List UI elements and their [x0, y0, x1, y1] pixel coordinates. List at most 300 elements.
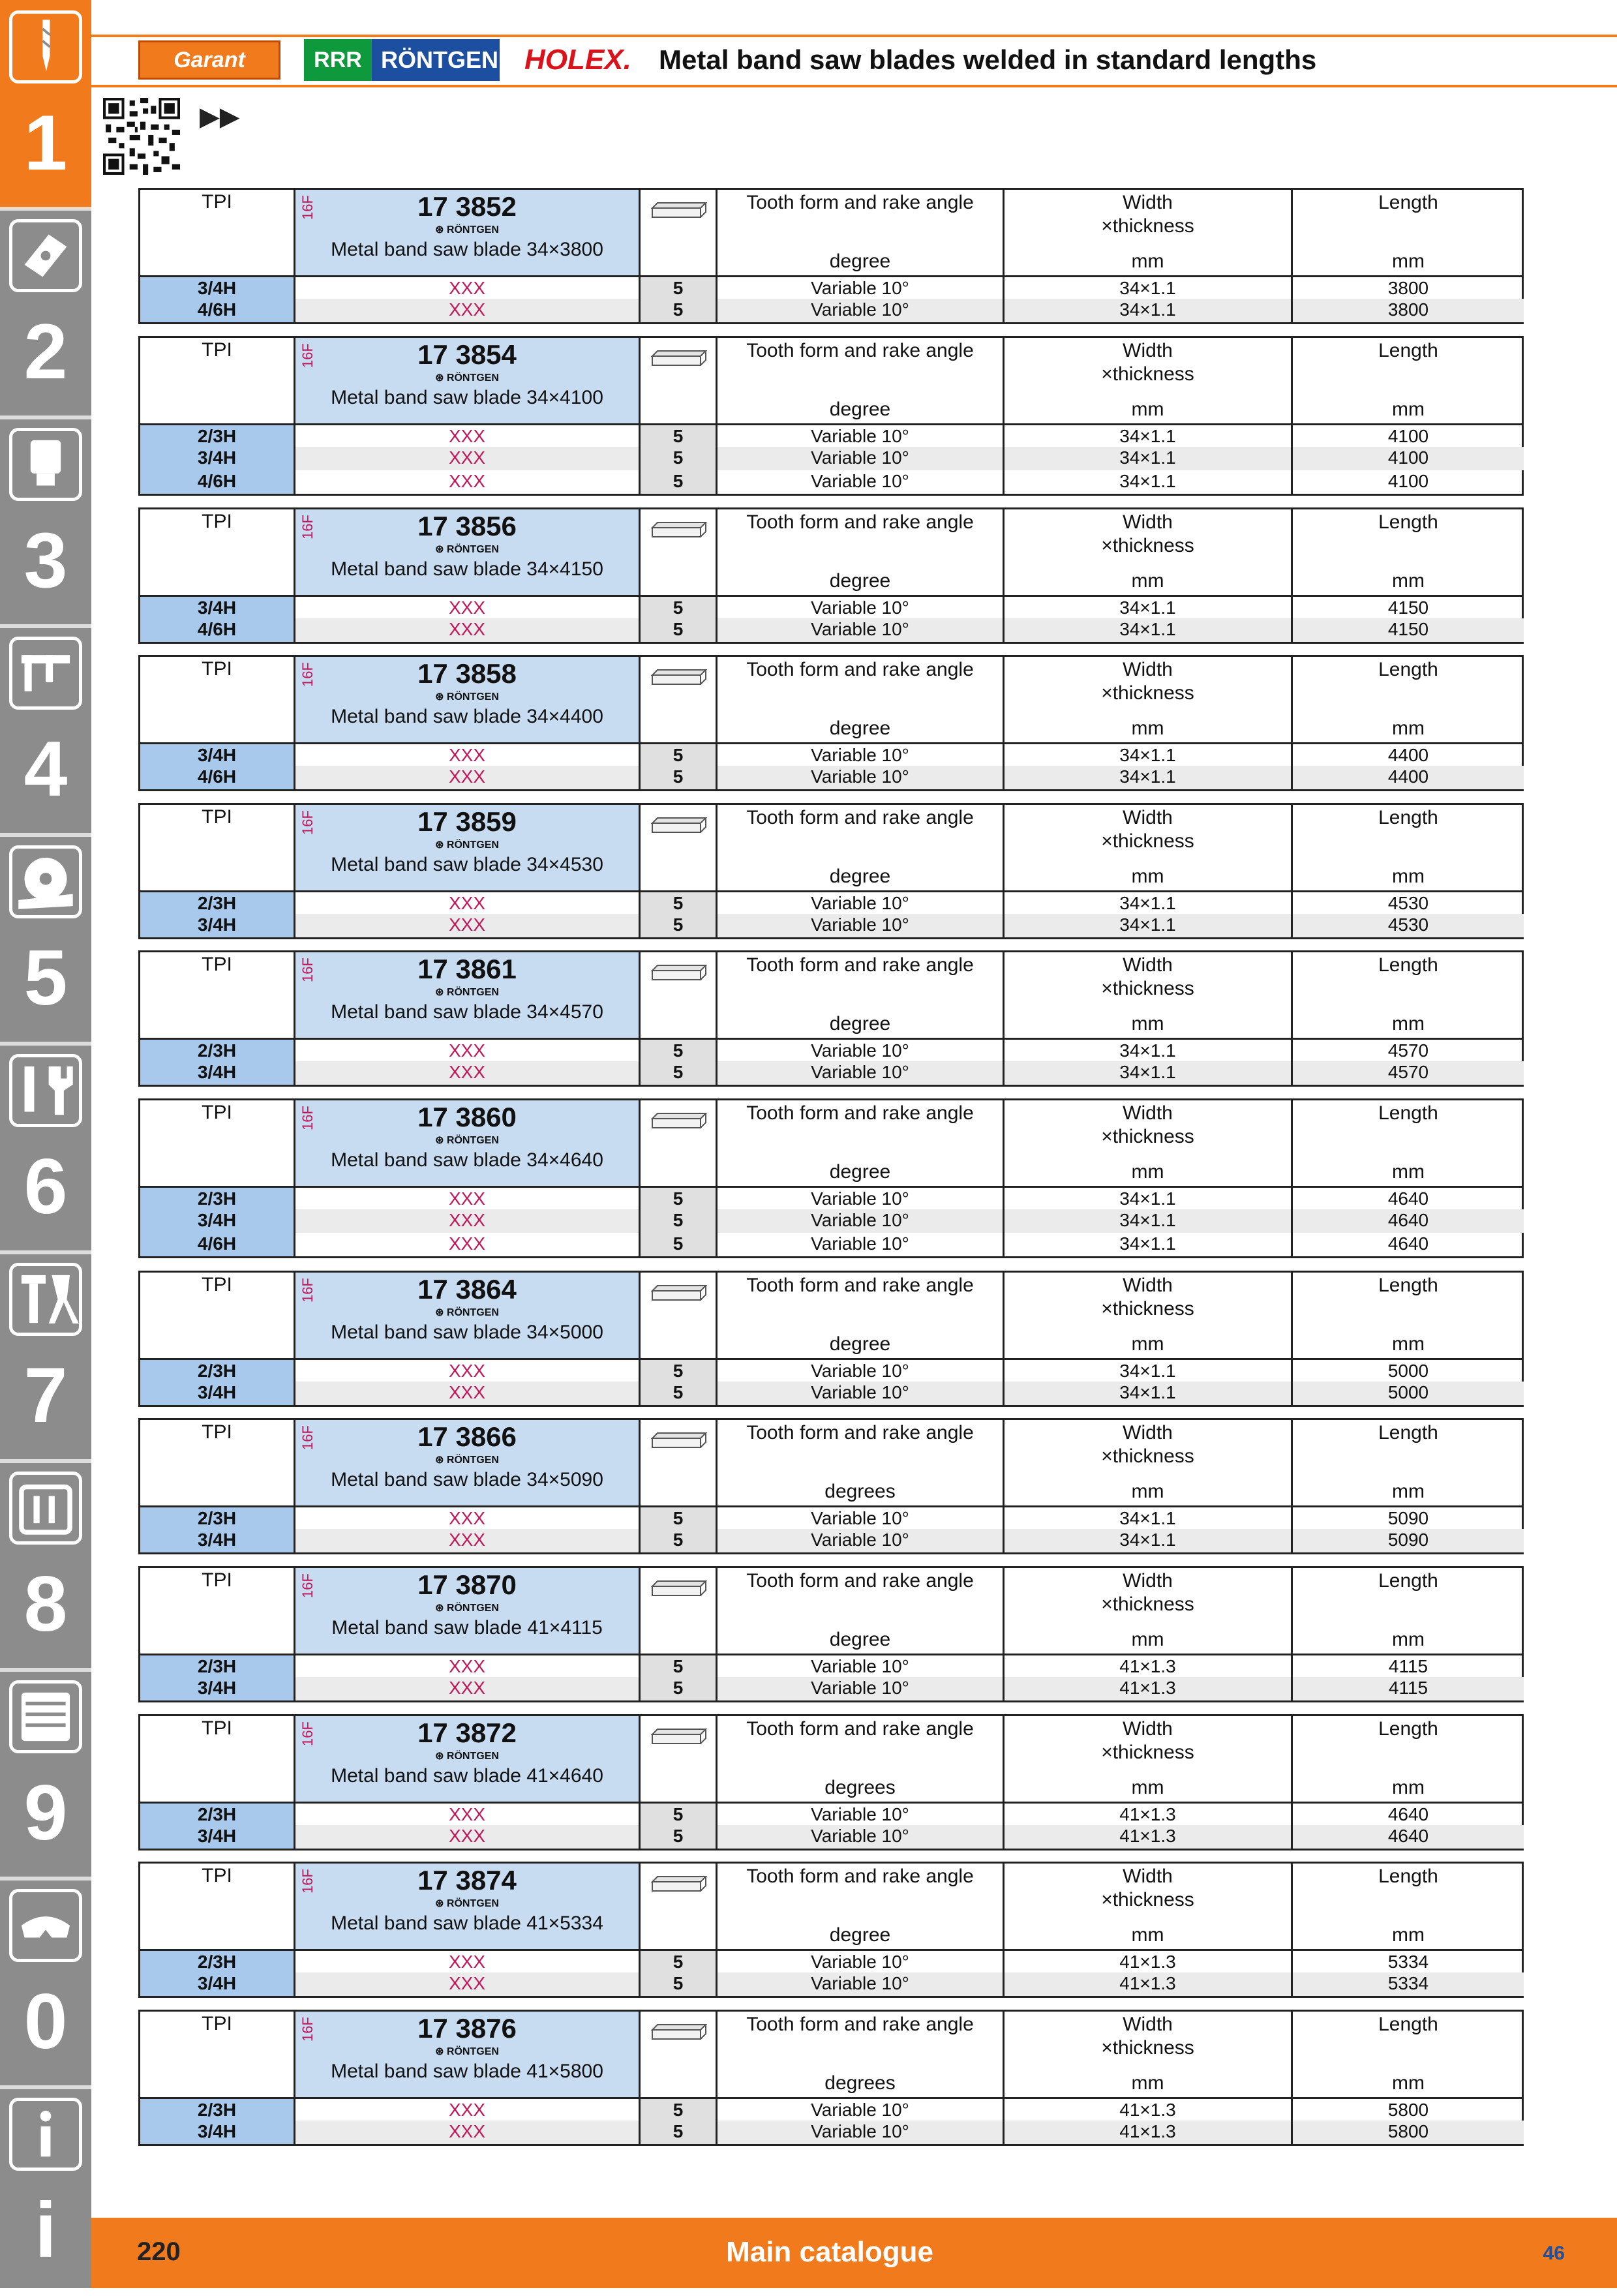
header-rule-top [91, 35, 1617, 37]
pack-quantity: 5 [641, 766, 718, 789]
article-header [294, 190, 641, 275]
table-row [140, 1061, 1522, 1085]
blade-icon-cell [641, 657, 718, 742]
width-thickness: 34×1.1 [1005, 470, 1293, 494]
tooth-unit: degrees [824, 1777, 896, 1798]
tooth-label: Tooth form and rake angle [746, 1275, 974, 1296]
width-header [1005, 805, 1293, 890]
article-header [294, 1273, 641, 1358]
article-description: Metal band saw blade 34×4570 [331, 1001, 603, 1023]
width-label: Width [1123, 659, 1173, 680]
pack-quantity: 5 [641, 2099, 718, 2122]
pack-quantity: 5 [641, 1825, 718, 1849]
saw-blade-icon [650, 666, 708, 688]
article-number: 17 3864 [417, 1274, 517, 1305]
article-description: Metal band saw blade 41×5800 [331, 2061, 603, 2082]
chapter-tab-5[interactable] [0, 835, 91, 1044]
width-unit: mm [1131, 570, 1164, 592]
category-badge: 16F [299, 1106, 316, 1130]
saw-blade-icon [650, 1282, 708, 1304]
length-label: Length [1378, 954, 1438, 976]
width-label: Width [1123, 1865, 1173, 1887]
tooth-header [718, 1716, 1005, 1802]
length-unit: mm [1392, 1481, 1425, 1502]
table-header [140, 1568, 1522, 1654]
tpi-header: TPI [202, 2013, 232, 2034]
table-row [140, 1677, 1522, 1700]
length-label: Length [1378, 2014, 1438, 2035]
pack-quantity: 5 [641, 914, 718, 937]
length-header [1293, 1568, 1524, 1654]
width-header [1005, 1420, 1293, 1505]
tooth-label: Tooth form and rake angle [746, 954, 974, 976]
width-thickness: 34×1.1 [1005, 1529, 1293, 1552]
length-value: 5090 [1293, 1529, 1524, 1552]
table-row [140, 1038, 1522, 1061]
length-value: 4530 [1387, 893, 1429, 913]
tooth-label: Tooth form and rake angle [746, 1865, 974, 1887]
article-number: 17 3874 [417, 1865, 517, 1896]
table-row [140, 595, 1522, 618]
length-unit: mm [1392, 1924, 1425, 1946]
qr-code-icon[interactable] [103, 98, 180, 175]
article-code: XXX [294, 1061, 641, 1085]
tooth-form: Variable 10° [718, 1507, 1005, 1531]
width-thickness: 34×1.1 [1005, 425, 1293, 449]
product-table [138, 336, 1524, 496]
footer-section-number: 46 [1543, 2243, 1565, 2264]
tooth-unit: degrees [824, 2072, 896, 2094]
width-thickness: 34×1.1 [1005, 744, 1293, 768]
table-row [140, 1654, 1522, 1677]
article-number: 17 3876 [417, 2013, 517, 2044]
article-header [294, 1568, 641, 1654]
product-table [138, 188, 1524, 324]
chapter-number: 1 [23, 99, 68, 187]
length-value: 4400 [1387, 745, 1429, 765]
tooth-form: Variable 10° [718, 1825, 1005, 1849]
tooth-form: Variable 10° [718, 1061, 1005, 1085]
width-header [1005, 1716, 1293, 1802]
length-value: 4640 [1387, 1804, 1429, 1824]
article-code: XXX [294, 425, 641, 449]
table-row [140, 2121, 1522, 2144]
article-code: XXX [294, 2099, 641, 2122]
article-header [294, 1864, 641, 1949]
chapter-tab-0[interactable] [0, 1879, 91, 2087]
pack-quantity: 5 [641, 1507, 718, 1531]
page-number: 220 [137, 2237, 181, 2266]
tooth-form: Variable 10° [718, 2121, 1005, 2144]
width-label: Width [1123, 1102, 1173, 1124]
product-table [138, 1714, 1524, 1850]
tooth-form: Variable 10° [718, 914, 1005, 937]
pack-quantity: 5 [641, 1677, 718, 1700]
tooth-unit: degree [829, 1333, 891, 1355]
length-label: Length [1378, 1865, 1438, 1887]
saw-blade-icon [650, 347, 708, 369]
tooth-form: Variable 10° [718, 1804, 1005, 1827]
article-description: Metal band saw blade 34×4100 [331, 387, 603, 408]
category-badge: 16F [299, 1869, 316, 1894]
length-value: 5334 [1293, 1972, 1524, 1996]
table-header [140, 805, 1522, 890]
length-header [1293, 1864, 1524, 1949]
chapter-tab-9[interactable] [0, 1670, 91, 1879]
article-header [294, 338, 641, 423]
length-value: 5000 [1293, 1382, 1524, 1405]
article-code: XXX [294, 2121, 641, 2144]
tpi-value: 4/6H [140, 766, 294, 789]
article-description: Metal band saw blade 41×5334 [331, 1912, 603, 1934]
chapter-tab-6[interactable] [0, 1044, 91, 1252]
width-header [1005, 2012, 1293, 2097]
pack-quantity: 5 [641, 299, 718, 322]
length-unit: mm [1392, 718, 1425, 739]
width-thickness: 41×1.3 [1005, 1825, 1293, 1849]
blade-icon-cell [641, 190, 718, 275]
saw-blade-icon [650, 519, 708, 541]
tpi-value: 2/3H [140, 2099, 294, 2122]
blade-icon-cell [641, 952, 718, 1038]
article-description: Metal band saw blade 34×4640 [331, 1149, 603, 1171]
article-description: Metal band saw blade 34×4150 [331, 558, 603, 580]
width-thickness: 34×1.1 [1005, 1507, 1293, 1531]
thickness-label: ×thickness [1101, 978, 1194, 999]
article-number: 17 3856 [417, 511, 517, 541]
blade-icon-cell [641, 1273, 718, 1358]
tooth-form: Variable 10° [718, 766, 1005, 789]
width-header [1005, 190, 1293, 275]
length-label: Length [1378, 1102, 1438, 1124]
article-number: 17 3858 [417, 658, 517, 689]
forward-arrows-icon[interactable]: ▶▶ [200, 102, 240, 131]
cabinet-icon [9, 1680, 82, 1753]
chapter-number: 4 [23, 725, 68, 813]
article-number: 17 3866 [417, 1421, 517, 1452]
tooth-form: Variable 10° [718, 618, 1005, 642]
thickness-label: ×thickness [1101, 363, 1194, 385]
length-unit: mm [1392, 570, 1425, 592]
pack-quantity: 5 [641, 892, 718, 916]
pack-quantity: 5 [641, 447, 718, 470]
article-description: Metal band saw blade 41×4640 [331, 1765, 603, 1787]
width-thickness: 34×1.1 [1005, 1209, 1293, 1233]
tpi-value: 2/3H [140, 1360, 294, 1383]
pack-quantity: 5 [641, 1360, 718, 1383]
length-value: 5800 [1387, 2100, 1429, 2120]
rontgen-logo: RRR RÖNTGEN [304, 39, 500, 81]
tpi-value: 3/4H [140, 447, 294, 470]
width-header [1005, 1864, 1293, 1949]
article-description: Metal band saw blade 34×4530 [331, 854, 603, 875]
tooth-form: Variable 10° [718, 2099, 1005, 2122]
length-value: 4640 [1387, 1233, 1429, 1254]
tooth-unit: degree [829, 718, 891, 739]
saw-blade-icon [650, 814, 708, 836]
width-unit: mm [1131, 1013, 1164, 1035]
length-header [1293, 2012, 1524, 2097]
tooth-label: Tooth form and rake angle [746, 1718, 974, 1740]
chapter-divider [0, 1250, 91, 1254]
length-label: Length [1378, 340, 1438, 361]
length-value: 4100 [1387, 471, 1429, 491]
width-thickness: 34×1.1 [1005, 914, 1293, 937]
table-row [140, 1233, 1522, 1256]
brand-label: ⊛ RÖNTGEN [435, 224, 499, 235]
tpi-value: 3/4H [140, 2121, 294, 2144]
length-header [1293, 338, 1524, 423]
width-thickness: 41×1.3 [1005, 1655, 1293, 1679]
table-row [140, 766, 1522, 789]
brand-label: ⊛ RÖNTGEN [435, 1455, 499, 1466]
width-unit: mm [1131, 250, 1164, 272]
width-thickness: 41×1.3 [1005, 2121, 1293, 2144]
chapter-tab-2[interactable] [0, 209, 91, 417]
page-footer [91, 2218, 1617, 2288]
width-unit: mm [1131, 399, 1164, 420]
width-thickness: 34×1.1 [1005, 1040, 1293, 1063]
length-header [1293, 1420, 1524, 1505]
pack-quantity: 5 [641, 1951, 718, 1974]
article-code: XXX [294, 1233, 641, 1256]
tpi-value: 2/3H [140, 1040, 294, 1063]
pack-quantity: 5 [641, 1188, 718, 1211]
pack-quantity: 5 [641, 277, 718, 301]
thickness-label: ×thickness [1101, 1889, 1194, 1911]
tpi-header: TPI [202, 1421, 232, 1443]
width-header [1005, 509, 1293, 595]
tooth-form: Variable 10° [718, 892, 1005, 916]
brand-label: ⊛ RÖNTGEN [435, 544, 499, 555]
table-row [140, 299, 1522, 322]
thickness-label: ×thickness [1101, 1445, 1194, 1467]
tooth-unit: degree [829, 1013, 891, 1035]
width-label: Width [1123, 1422, 1173, 1443]
pack-quantity: 5 [641, 1040, 718, 1063]
length-header [1293, 1716, 1524, 1802]
tooth-form: Variable 10° [718, 1188, 1005, 1211]
product-table [138, 1862, 1524, 1998]
chapter-number: i [35, 2186, 57, 2274]
saw-blade-icon [650, 1725, 708, 1747]
table-header [140, 1420, 1522, 1505]
width-unit: mm [1131, 866, 1164, 887]
length-unit: mm [1392, 250, 1425, 272]
article-code: XXX [294, 1804, 641, 1827]
length-unit: mm [1392, 1161, 1425, 1183]
width-thickness: 34×1.1 [1005, 447, 1293, 470]
chapter-tab-i[interactable] [0, 2087, 91, 2296]
category-badge: 16F [299, 810, 316, 835]
article-number: 17 3872 [417, 1717, 517, 1748]
article-description: Metal band saw blade 41×4115 [331, 1617, 603, 1639]
width-thickness: 34×1.1 [1005, 277, 1293, 301]
chapter-number: 0 [23, 1978, 68, 2065]
article-code: XXX [294, 1507, 641, 1531]
length-value: 3800 [1293, 299, 1524, 322]
table-row [140, 1186, 1522, 1209]
chapter-divider [0, 1668, 91, 1672]
product-table [138, 1566, 1524, 1702]
length-header [1293, 1100, 1524, 1186]
table-row [140, 890, 1522, 914]
chapter-tab-3[interactable] [0, 417, 91, 626]
tpi-header: TPI [202, 511, 232, 532]
tpi-header: TPI [202, 1274, 232, 1295]
length-value: 5334 [1387, 1952, 1429, 1972]
pack-quantity: 5 [641, 2121, 718, 2144]
tpi-value: 3/4H [140, 1382, 294, 1405]
length-value: 4100 [1293, 447, 1524, 470]
article-code: XXX [294, 618, 641, 642]
tooth-header [718, 805, 1005, 890]
length-value: 4400 [1293, 766, 1524, 789]
article-code: XXX [294, 1825, 641, 1849]
header-rule-bottom [91, 85, 1617, 87]
footer-title: Main catalogue [726, 2236, 933, 2268]
pack-quantity: 5 [641, 470, 718, 494]
chapter-divider [0, 2085, 91, 2089]
table-header [140, 338, 1522, 423]
tooth-header [718, 1273, 1005, 1358]
tooth-form: Variable 10° [718, 597, 1005, 620]
length-unit: mm [1392, 2072, 1425, 2094]
article-header [294, 2012, 641, 2097]
blade-icon-cell [641, 1716, 718, 1802]
product-table [138, 2010, 1524, 2146]
brand-label: ⊛ RÖNTGEN [435, 839, 499, 851]
caliper-icon [9, 637, 82, 710]
tooth-unit: degree [829, 866, 891, 887]
category-badge: 16F [299, 195, 316, 220]
length-unit: mm [1392, 866, 1425, 887]
length-label: Length [1378, 1570, 1438, 1592]
blade-icon-cell [641, 338, 718, 423]
drill-icon [9, 10, 82, 83]
pack-quantity: 5 [641, 1655, 718, 1679]
tooth-unit: degree [829, 1161, 891, 1183]
chapter-tab-1[interactable] [0, 0, 91, 209]
brand-label: ⊛ RÖNTGEN [435, 987, 499, 998]
article-header [294, 509, 641, 595]
blade-icon-cell [641, 1864, 718, 1949]
tooth-form: Variable 10° [718, 277, 1005, 301]
tooth-label: Tooth form and rake angle [746, 340, 974, 361]
pack-quantity: 5 [641, 744, 718, 768]
tooth-header [718, 1568, 1005, 1654]
category-badge: 16F [299, 1425, 316, 1450]
article-number: 17 3870 [417, 1569, 517, 1600]
width-thickness: 34×1.1 [1005, 299, 1293, 322]
brand-label: ⊛ RÖNTGEN [435, 2046, 499, 2057]
article-code: XXX [294, 1382, 641, 1405]
category-badge: 16F [299, 1573, 316, 1598]
tpi-value: 3/4H [140, 744, 294, 768]
tpi-value: 4/6H [140, 299, 294, 322]
width-thickness: 41×1.3 [1005, 2099, 1293, 2122]
width-thickness: 41×1.3 [1005, 1972, 1293, 1996]
table-row [140, 1358, 1522, 1382]
brand-label: ⊛ RÖNTGEN [435, 1603, 499, 1614]
article-code: XXX [294, 766, 641, 789]
length-unit: mm [1392, 1333, 1425, 1355]
chapter-tab-8[interactable] [0, 1461, 91, 1670]
toolbox-icon [9, 1472, 82, 1545]
pack-quantity: 5 [641, 1209, 718, 1233]
tpi-value: 4/6H [140, 618, 294, 642]
chapter-number: 9 [23, 1769, 68, 1856]
width-thickness: 34×1.1 [1005, 1233, 1293, 1256]
saw-blade-icon [650, 1873, 708, 1895]
table-row [140, 618, 1522, 642]
page-title: Metal band saw blades welded in standard lengths [659, 44, 1317, 75]
length-header [1293, 1273, 1524, 1358]
width-thickness: 41×1.3 [1005, 1677, 1293, 1700]
saw-blade-icon [650, 2021, 708, 2043]
category-badge: 16F [299, 1721, 316, 1746]
chapter-tab-4[interactable] [0, 626, 91, 835]
article-code: XXX [294, 447, 641, 470]
tpi-value: 2/3H [140, 892, 294, 916]
tooth-header [718, 338, 1005, 423]
article-header [294, 657, 641, 742]
saw-blade-icon [650, 199, 708, 221]
category-badge: 16F [299, 343, 316, 368]
tooth-label: Tooth form and rake angle [746, 807, 974, 828]
tooth-form: Variable 10° [718, 1382, 1005, 1405]
table-row [140, 742, 1522, 766]
chapter-number: 7 [23, 1352, 68, 1439]
chapter-divider [0, 1459, 91, 1463]
article-description: Metal band saw blade 34×5000 [331, 1322, 603, 1343]
tooth-unit: degrees [824, 1481, 896, 1502]
width-label: Width [1123, 954, 1173, 976]
pack-quantity: 5 [641, 1529, 718, 1552]
saw-blade-icon [650, 1110, 708, 1132]
article-code: XXX [294, 299, 641, 322]
article-code: XXX [294, 1655, 641, 1679]
table-row [140, 1802, 1522, 1825]
tooth-header [718, 952, 1005, 1038]
tpi-value: 3/4H [140, 277, 294, 301]
tooth-unit: degree [829, 570, 891, 592]
thickness-label: ×thickness [1101, 682, 1194, 704]
chapter-sidebar [0, 0, 91, 2288]
tooth-form: Variable 10° [718, 1233, 1005, 1256]
tooth-form: Variable 10° [718, 1529, 1005, 1552]
tpi-value: 2/3H [140, 1951, 294, 1974]
table-row [140, 470, 1522, 494]
table-row [140, 423, 1522, 447]
chapter-divider [0, 415, 91, 419]
article-code: XXX [294, 1951, 641, 1974]
width-thickness: 41×1.3 [1005, 1951, 1293, 1974]
chapter-tab-7[interactable] [0, 1252, 91, 1461]
length-value: 3800 [1387, 278, 1429, 298]
grinding-disc-icon [9, 845, 82, 918]
pack-quantity: 5 [641, 597, 718, 620]
length-value: 4640 [1293, 1825, 1524, 1849]
tpi-value: 3/4H [140, 1825, 294, 1849]
tpi-value: 3/4H [140, 1529, 294, 1552]
length-value: 4530 [1293, 914, 1524, 937]
width-label: Width [1123, 511, 1173, 533]
tpi-header: TPI [202, 191, 232, 213]
width-thickness: 34×1.1 [1005, 766, 1293, 789]
table-row [140, 1529, 1522, 1552]
tpi-value: 3/4H [140, 597, 294, 620]
